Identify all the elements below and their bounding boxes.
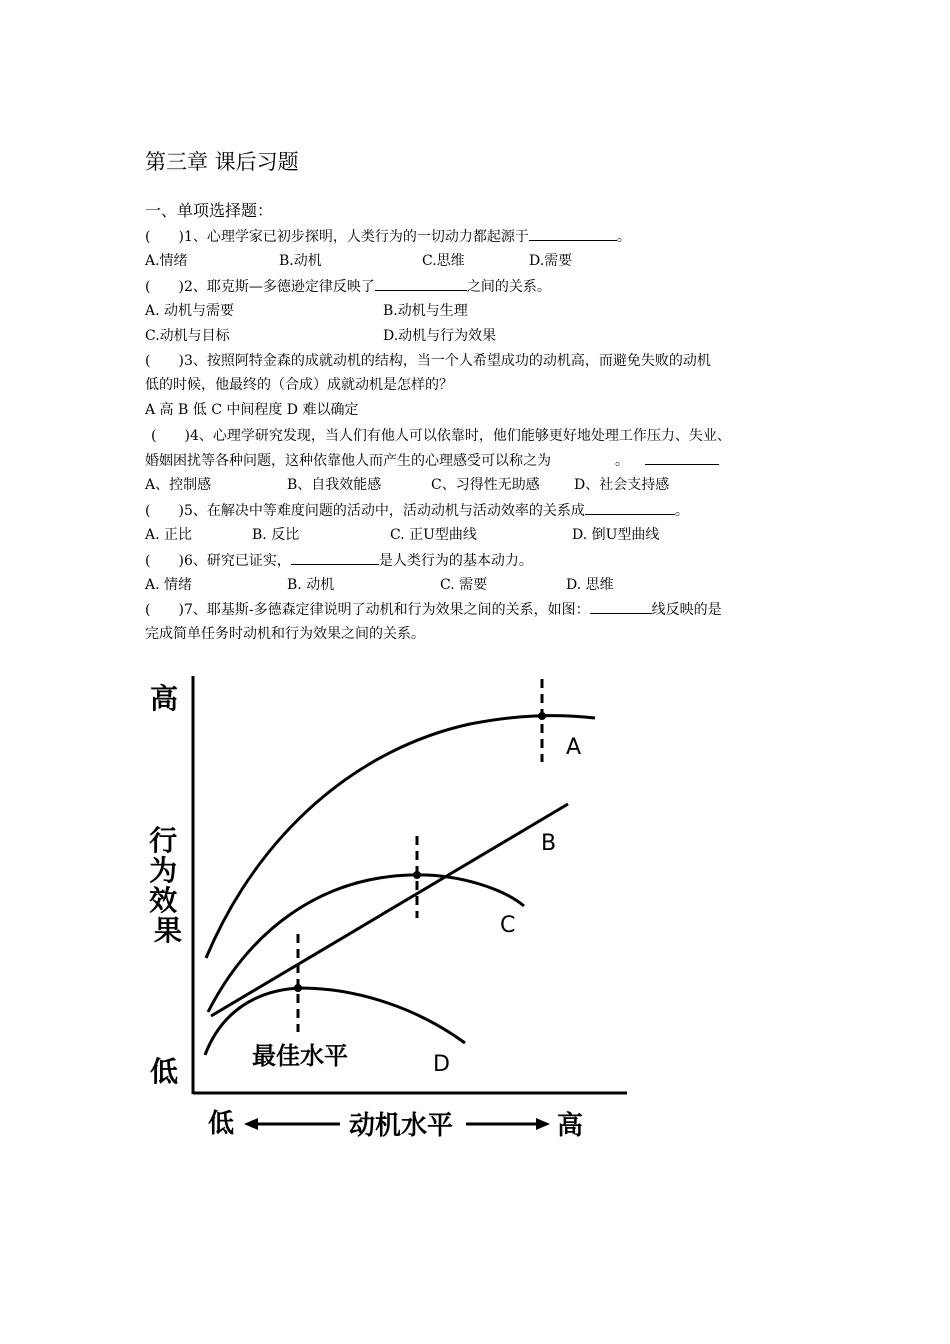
option-c: C.动机与目标 (145, 328, 230, 344)
option-a: A. 正比 (145, 527, 193, 543)
option-d: D.动机与行为效果 (383, 328, 497, 344)
x-axis-label: 动机水平 (349, 1111, 454, 1141)
option-a: A. 情绪 (145, 577, 193, 593)
question-5: ( )5、在解决中等难度问题的活动中，活动动机与活动效率的关系成 。 (145, 500, 689, 521)
question-3: ( )3、按照阿特金森的成就动机的结构，当一个人希望成功的动机高，而避免失败的动机 (145, 353, 711, 369)
optimum-point-d (294, 984, 302, 992)
option-b: B. 反比 (252, 527, 300, 543)
option-a: A. 动机与需要 (145, 303, 235, 319)
series-label-b: B (541, 831, 557, 856)
series-label-a: A (566, 735, 582, 760)
x-high-label: 高 (557, 1111, 584, 1141)
optimum-point-c (413, 871, 421, 879)
question-4: ( )4、心理学研究发现，当人们有他人可以依靠时，他们能够更好地处理工作压力、失业、 (151, 428, 731, 444)
question-1: ( )1、心理学家已初步探明，人类行为的一切动力都起源于 。 (145, 226, 631, 247)
option-b: B. 动机 (287, 577, 335, 593)
option-c: C. 需要 (440, 577, 488, 593)
section-heading: 一、单项选择题： (145, 201, 274, 220)
option-d: D. 思维 (566, 577, 614, 593)
option-c: C. 正U型曲线 (390, 527, 477, 543)
y-axis-label: 行 为 效 果 (149, 824, 183, 947)
x-arrow-left-head (244, 1118, 258, 1130)
answer-paren[interactable]: ( ) (145, 353, 184, 369)
answer-paren[interactable]: ( ) (145, 553, 184, 569)
y-low-label: 低 (150, 1055, 179, 1088)
option-d: D. 倒U型曲线 (572, 527, 660, 543)
question-4-cont: 婚姻困扰等各种问题，这种依靠他人而产生的心理感受可以称之为 。 (145, 450, 719, 471)
option-d: D.需要 (529, 253, 573, 269)
option-d: D、社会支持感 (574, 477, 670, 493)
curve-c (208, 875, 524, 1012)
x-low-label: 低 (208, 1109, 235, 1139)
option-a: A.情绪 (145, 253, 188, 269)
answer-paren[interactable]: ( ) (145, 279, 184, 295)
annotation-optimum: 最佳水平 (252, 1042, 348, 1070)
option-a: A、控制感 (145, 477, 212, 493)
option-b: B.动机 (279, 253, 322, 269)
series-label-d: D (433, 1052, 450, 1077)
curve-a (206, 716, 595, 958)
option-b: B.动机与生理 (383, 303, 468, 319)
y-high-label: 高 (150, 682, 179, 715)
answer-paren[interactable]: ( ) (145, 602, 184, 618)
x-arrow-right-head (536, 1118, 550, 1130)
series-label-c: C (500, 913, 516, 938)
question-7: ( )7、耶基斯-多德森定律说明了动机和行为效果之间的关系，如图： 线反映的是 (145, 599, 722, 620)
question-7-cont: 完成简单任务时动机和行为效果之间的关系。 (145, 626, 425, 642)
option-b: B、自我效能感 (287, 477, 382, 493)
optimum-point-a (538, 712, 546, 720)
question-2: ( )2、耶克斯—多德逊定律反映了 之间的关系。 (145, 276, 551, 297)
option-c: C、习得性无助感 (431, 477, 540, 493)
question-6: ( )6、研究已证实， 是人类行为的基本动力。 (145, 550, 533, 571)
chapter-title: 第三章 课后习题 (145, 150, 299, 174)
answer-paren[interactable]: ( ) (145, 229, 184, 245)
option-c: C.思维 (422, 253, 465, 269)
question-3-cont: 低的时候，他最终的（合成）成就动机是怎样的？ (145, 377, 453, 393)
question-3-options: A 高 B 低 C 中间程度 D 难以确定 (145, 402, 359, 418)
line-b (211, 804, 568, 1016)
answer-paren[interactable]: ( ) (145, 503, 184, 519)
answer-paren[interactable]: ( ) (151, 428, 190, 444)
